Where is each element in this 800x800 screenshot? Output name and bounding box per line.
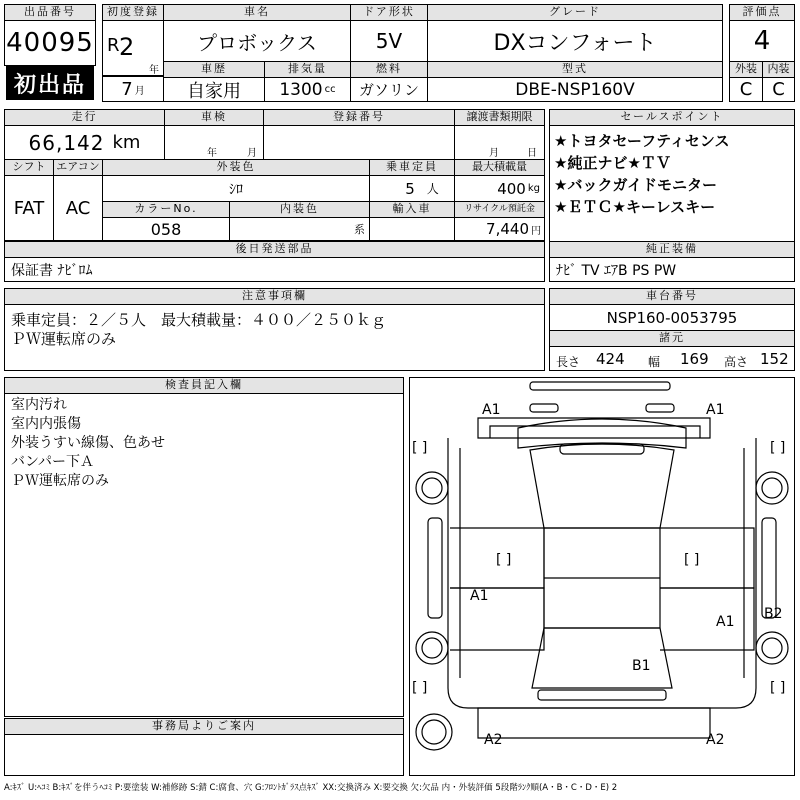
- shift: FAT: [4, 175, 54, 241]
- equipment-label: 純正装備: [549, 241, 795, 258]
- height-label: 高さ: [724, 355, 749, 369]
- bracket-left-door: [ ]: [496, 552, 512, 568]
- bracket-right-door: [ ]: [684, 552, 700, 568]
- mark-left-door: A1: [470, 588, 489, 604]
- aircon-label: エアコン: [53, 159, 103, 176]
- note-line: ＰＷ運転席のみ: [11, 330, 117, 348]
- mark-right-door: A1: [716, 614, 735, 630]
- grade-label: グレード: [427, 4, 723, 21]
- notes-box: [4, 304, 545, 371]
- inspector-box: [4, 393, 404, 717]
- mark-rear-right: A2: [706, 732, 725, 748]
- recycle-fee-label: リサイクル預託金: [454, 201, 545, 218]
- mark-rear-hatch: B1: [632, 658, 651, 674]
- notes-label: 注意事項欄: [4, 288, 545, 305]
- note-line: 乗車定員：２／５人 最大積載量：４００／２５０ｋｇ: [11, 311, 387, 329]
- capacity-label: 乗車定員: [369, 159, 455, 176]
- bracket-left-front: [ ]: [412, 440, 428, 456]
- inspector-line: 室内内張傷: [11, 416, 81, 432]
- later-parts-label: 後日発送部品: [4, 241, 545, 258]
- car-diagram: [409, 377, 795, 776]
- fuel: ガソリン: [350, 77, 428, 102]
- office-notice-label: 事務局よりご案内: [4, 718, 404, 735]
- selling-points-box: [549, 125, 795, 242]
- chassis-number: NSP160-0053795: [549, 304, 795, 331]
- aircon: AC: [53, 175, 103, 241]
- score-label: 評価点: [729, 4, 795, 21]
- interior-color-label: 内装色: [229, 201, 370, 218]
- height-value: 152: [760, 350, 789, 368]
- exterior-grade: C: [729, 77, 763, 102]
- office-notice-box: [4, 734, 404, 776]
- mileage: 66,142 km: [4, 125, 165, 160]
- model-type: DBE-NSP160V: [427, 77, 723, 102]
- exterior-color: ｼﾛ: [102, 175, 370, 202]
- inspector-label: 検査員記入欄: [4, 377, 404, 394]
- exterior-grade-label: 外装: [729, 61, 763, 78]
- history-label: 車歴: [163, 61, 265, 78]
- new-listing-badge: 初出品: [6, 66, 94, 100]
- width-value: 169: [680, 350, 709, 368]
- mark-front-left: A1: [482, 402, 501, 418]
- shift-label: シフト: [4, 159, 54, 176]
- transfer-deadline: 月 日: [454, 125, 545, 160]
- color-number-label: カラーNo.: [102, 201, 230, 218]
- recycle-fee: 7,440 円: [454, 217, 545, 241]
- mark-rear-left: A2: [484, 732, 503, 748]
- mark-front-right: A1: [706, 402, 725, 418]
- inspector-line: 外装うすい線傷、色あせ: [11, 435, 165, 451]
- import-label: 輸入車: [369, 201, 455, 218]
- first-registration-month: 7 月: [102, 76, 164, 102]
- mileage-label: 走行: [4, 109, 165, 126]
- model-name: プロボックス: [163, 20, 351, 62]
- max-load: 400 kg: [454, 175, 545, 202]
- chassis-number-label: 車台番号: [549, 288, 795, 305]
- length-value: 424: [596, 350, 625, 368]
- lot-number-label: 出品番号: [4, 4, 96, 21]
- registration-number-label: 登録番号: [263, 109, 455, 126]
- interior-grade: C: [762, 77, 795, 102]
- bracket-right-rear: [ ]: [770, 680, 786, 696]
- door-type-label: ドア形状: [350, 4, 428, 21]
- mark-right-rear-side: B2: [764, 606, 783, 622]
- score: 4: [729, 20, 795, 62]
- inspection: 年 月: [164, 125, 264, 160]
- first-registration-label: 初度登録: [102, 4, 164, 21]
- length-label: 長さ: [556, 355, 581, 369]
- car-diagram-svg: [410, 378, 794, 775]
- selling-point: ★バックガイドモニター: [554, 176, 717, 194]
- later-parts: 保証書 ﾅﾋﾞﾛﾑ: [4, 257, 545, 282]
- import: [369, 217, 455, 241]
- interior-color: 系: [229, 217, 370, 241]
- displacement-label: 排気量: [264, 61, 351, 78]
- max-load-label: 最大積載量: [454, 159, 545, 176]
- door-type: 5V: [350, 20, 428, 62]
- selling-point: ★トヨタセーフティセンス: [554, 132, 730, 150]
- selling-point: ★純正ナビ★ＴＶ: [554, 154, 671, 172]
- dimensions-box: [549, 346, 795, 371]
- model-name-label: 車名: [163, 4, 351, 21]
- grade: DXコンフォート: [427, 20, 723, 62]
- inspection-label: 車検: [164, 109, 264, 126]
- fuel-label: 燃料: [350, 61, 428, 78]
- inspector-line: 室内汚れ: [11, 397, 67, 413]
- displacement: 1300 cc: [264, 77, 351, 102]
- selling-point: ★ＥＴＣ★キーレスキー: [554, 198, 716, 216]
- interior-grade-label: 内装: [762, 61, 795, 78]
- selling-points-label: セールスポイント: [549, 109, 795, 126]
- capacity: 5 人: [369, 175, 455, 202]
- dimensions-label: 諸元: [549, 330, 795, 347]
- registration-number: [263, 125, 455, 160]
- lot-number: 40095: [4, 20, 96, 66]
- legend: A:ｷｽﾞ U:ﾍｺﾐ B:ｷｽﾞを伴うﾍｺﾐ P:要塗装 W:補修跡 S:錆 C:腐食、穴 G:ﾌﾛﾝﾄｶﾞﾗｽ点ｷｽﾞ XX:交換済み X:要交換 欠:欠品 内・外装評価 5段階ﾗﾝｸ順(A・B・C・D・E) 2: [4, 783, 618, 793]
- history: 自家用: [163, 77, 265, 102]
- bracket-left-rear: [ ]: [412, 680, 428, 696]
- model-type-label: 型式: [427, 61, 723, 78]
- exterior-color-label: 外装色: [102, 159, 370, 176]
- first-registration-year: R 2 年: [102, 20, 164, 76]
- width-label: 幅: [648, 355, 661, 369]
- equipment: ﾅﾋﾞ TV ｴｱB PS PW: [549, 257, 795, 282]
- color-number: 058: [102, 217, 230, 241]
- bracket-right-front: [ ]: [770, 440, 786, 456]
- inspector-line: バンパー下Ａ: [11, 454, 95, 470]
- inspector-line: ＰＷ運転席のみ: [11, 473, 109, 489]
- transfer-deadline-label: 譲渡書類期限: [454, 109, 545, 126]
